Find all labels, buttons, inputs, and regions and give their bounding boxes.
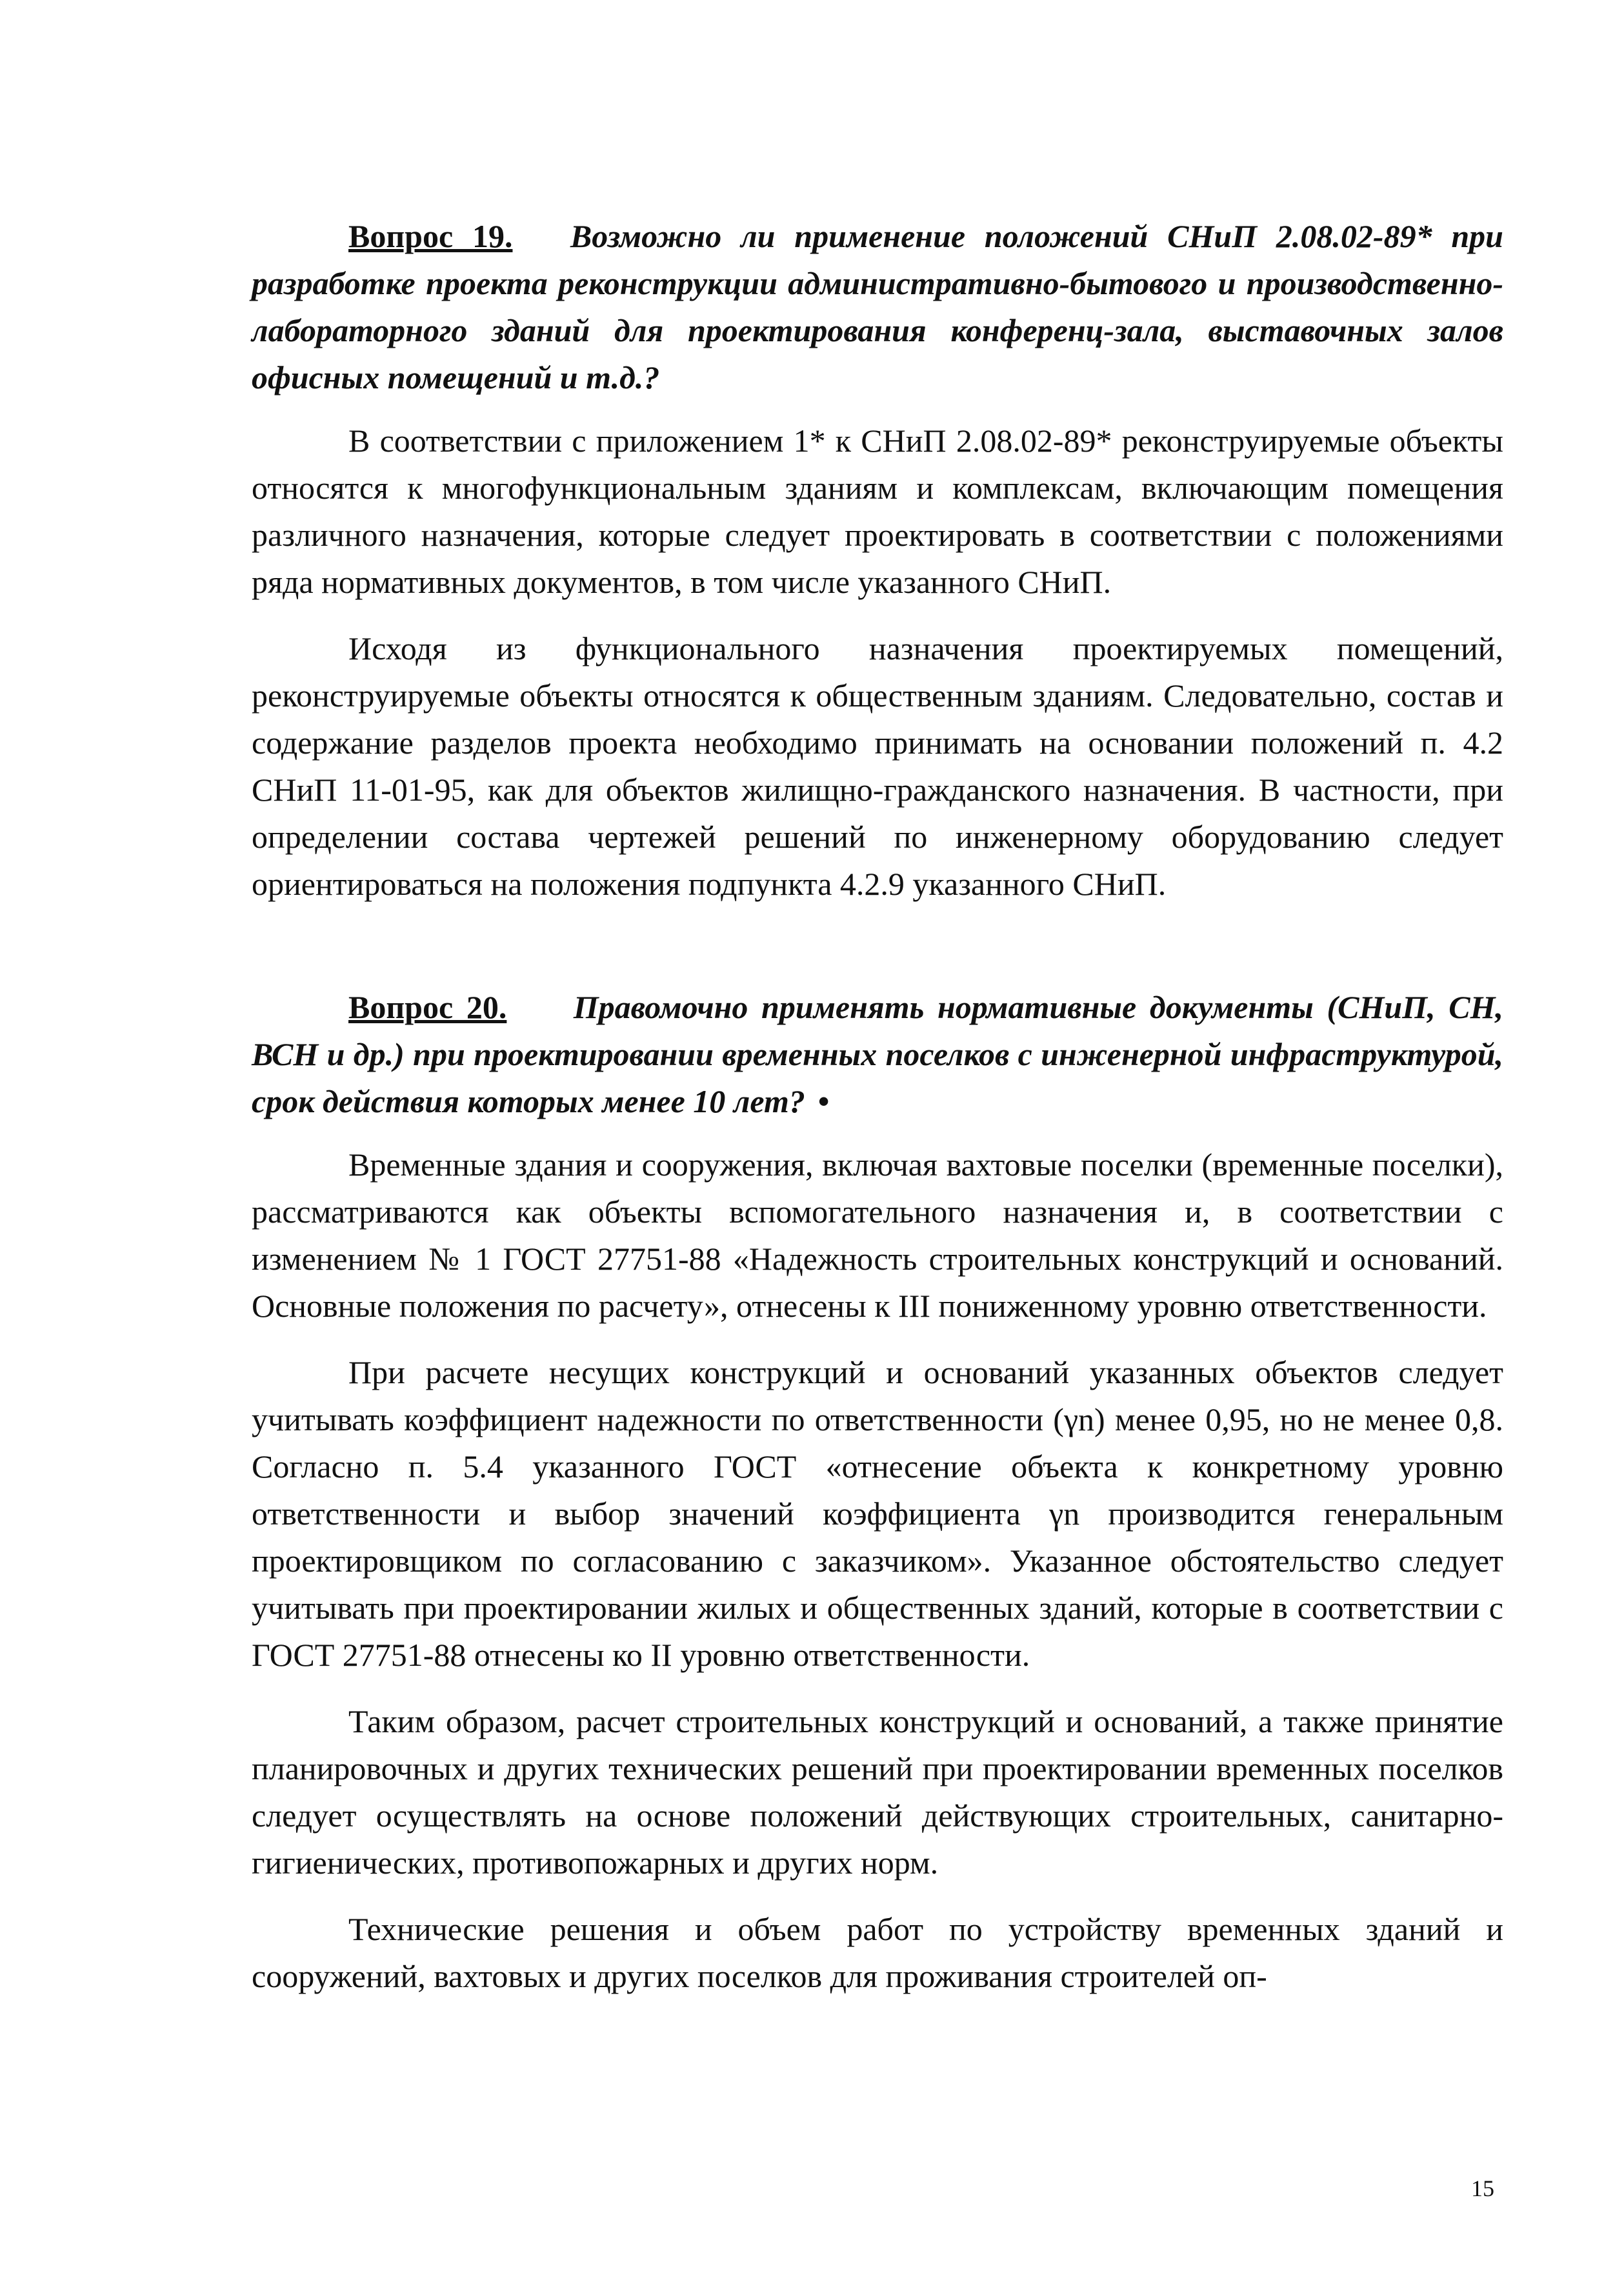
question-20-heading [252, 984, 1503, 1125]
question-20-text: Правомочно применять нормативные документы (СНиП, СН, ВСН и др.) при проектировании временных поселков с инженерной инфраструктурой, срок действия которых менее 10 лет? [252, 989, 1503, 1119]
question-20-answer-paragraph: Временные здания и сооружения, включая вахтовые поселки (временные поселки), рассматриваются как объекты вспомогательного назначения и, в соответствии с изменением № 1 ГОСТ 27751-88 «Надежность строительных конструкций и оснований. Основные положения по расчету», отнесены к III пониженному уровню ответственности. [252, 1146, 1503, 1324]
page-content [252, 213, 1503, 2000]
question-19-answer-paragraph: В соответствии с приложением 1* к СНиП 2.08.02-89* реконструируемые объекты относятся к многофункциональным зданиям и комплексам, включающим помещения различного назначения, которые следует проектировать в соответствии с положениями ряда нормативных документов, в том числе указанного СНиП. [252, 423, 1503, 600]
question-20-answer-paragraph: Таким образом, расчет строительных конструкций и оснований, а также принятие планировочных и других технических решений при проектировании временных поселков следует осуществлять на основе положений действующих строительных, санитарно-гигиенических, противопожарных и других норм. [252, 1703, 1503, 1881]
question-19-answer-paragraph: Исходя из функционального назначения проектируемых помещений, реконструируемые объекты относятся к общественным зданиям. Следовательно, состав и содержание разделов проекта необходимо принимать на основании положений п. 4.2 СНиП 11-01-95, как для объектов жилищно-гражданского назначения. В частности, при определении состава чертежей решений по инженерному оборудованию следует ориентироваться на положения подпункта 4.2.9 указанного СНиП. [252, 630, 1503, 902]
page-number: 15 [1471, 2175, 1494, 2201]
question-19 [252, 213, 1503, 908]
question-20-label: Вопрос 20. [348, 989, 507, 1025]
question-19-label: Вопрос 19. [348, 218, 513, 254]
question-20-answer-paragraph: При расчете несущих конструкций и оснований указанных объектов следует учитывать коэффициент надежности по ответственности (γn) менее 0,95, но не менее 0,8. Согласно п. 5.4 указанного ГОСТ «отнесение объекта к конкретному уровню ответственности и выбор значений коэффициента γn производится генеральным проектировщиком по согласованию с заказчиком». Указанное обстоятельство следует учитывать при проектировании жилых и общественных зданий, которые в соответствии с ГОСТ 27751-88 отнесены ко II уровню ответственности. [252, 1354, 1503, 1673]
question-19-heading [252, 213, 1503, 401]
stray-mark: • [817, 1083, 830, 1119]
question-20-answer-paragraph: Технические решения и объем работ по устройству временных зданий и сооружений, вахтовых и других поселков для проживания строителей оп- [252, 1911, 1503, 1994]
question-19-text: Возможно ли применение положений СНиП 2.08.02-89* при разработке проекта реконструкции административно-бытового и производственно-лабораторного зданий для проектирования конференц-зала, выставочных залов офисных помещений и т.д.? [252, 218, 1503, 395]
question-20 [252, 984, 1503, 2000]
